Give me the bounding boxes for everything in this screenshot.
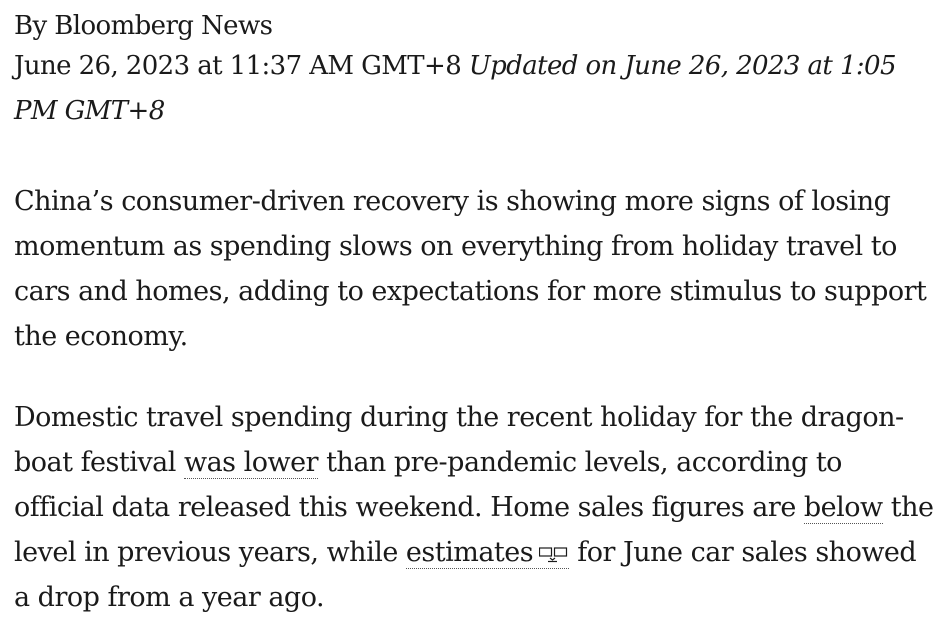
paragraph-2-text-2: than pre-pandemic levels, according to official data released this weekend. Home sales figures are [14, 447, 842, 523]
published-date: June 26, 2023 at 11:37 AM GMT+8 [14, 51, 462, 81]
dateline [14, 44, 939, 134]
estimates-link[interactable] [406, 537, 569, 569]
updated-date: Updated on June 26, 2023 at 1:05 PM GMT+8 [14, 51, 896, 126]
byline: By Bloomberg News [14, 11, 273, 41]
estimates-link-label: estimates [405, 537, 534, 568]
paragraph-2-text-1: Domestic travel spending during the recent holiday for the dragon-boat festival [14, 402, 904, 478]
paragraph-2 [14, 395, 939, 620]
was-lower-link[interactable]: was lower [183, 447, 318, 478]
paragraph-2-text-3: the level in previous years, while [14, 492, 934, 568]
paragraph-2-text-4: for June car sales showed a drop from a year ago. [14, 537, 917, 613]
terminal-icon [539, 532, 569, 548]
below-link[interactable]: below [803, 492, 883, 523]
paragraph-1: China’s consumer-driven recovery is showing more signs of losing momentum as spending slows on everything from holiday travel to cars and homes, adding to expectations for more stimulus to support the economy. [14, 186, 927, 352]
